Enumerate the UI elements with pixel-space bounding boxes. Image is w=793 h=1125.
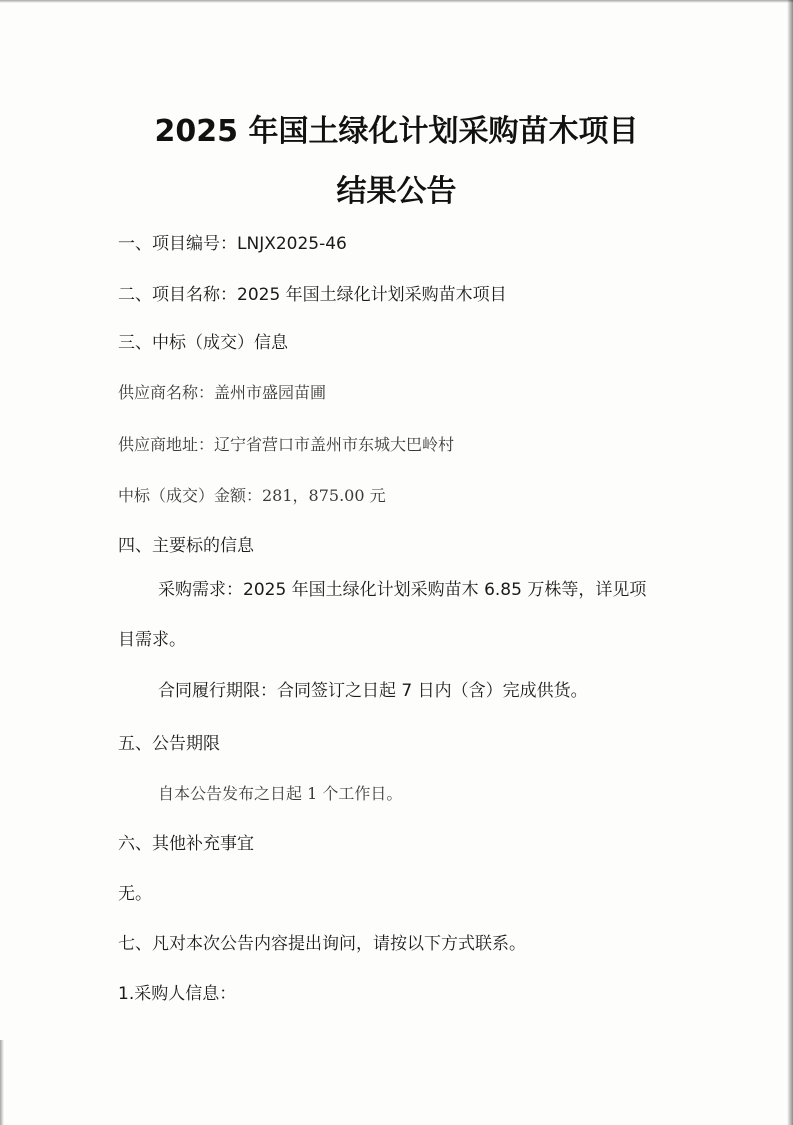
- section-contact: 七、凡对本次公告内容提出询问，请按以下方式联系。: [118, 934, 526, 954]
- contract-period: 合同履行期限：合同签订之日起 7 日内（含）完成供货。: [158, 681, 588, 701]
- section-award-info: 三、中标（成交）信息: [118, 333, 288, 353]
- procurement-demand-line2: 目需求。: [118, 630, 186, 650]
- section-main-subject: 四、主要标的信息: [118, 536, 254, 556]
- document-title-line2: 结果公告: [336, 174, 457, 209]
- other-matters-text: 无。: [118, 884, 152, 904]
- supplier-name: 供应商名称：盖州市盛园苗圃: [118, 383, 327, 402]
- notice-period-text: 自本公告发布之日起 1 个工作日。: [158, 784, 403, 803]
- section-project-name: 二、项目名称：2025 年国土绿化计划采购苗木项目: [118, 285, 507, 305]
- scan-edge-left: [0, 1040, 4, 1125]
- document-title-line1: 2025 年国土绿化计划采购苗木项目: [154, 114, 639, 149]
- section-other-matters: 六、其他补充事宜: [118, 834, 254, 854]
- purchaser-info-heading: 1.采购人信息：: [118, 984, 237, 1004]
- supplier-address: 供应商地址：辽宁省营口市盖州市东城大巴岭村: [118, 435, 455, 454]
- section-notice-period: 五、公告期限: [118, 734, 220, 754]
- section-project-number: 一、项目编号：LNJX2025-46: [118, 234, 347, 254]
- award-amount: 中标（成交）金额：281，875.00 元: [118, 486, 386, 505]
- procurement-demand-line1: 采购需求：2025 年国土绿化计划采购苗木 6.85 万株等，详见项: [158, 580, 647, 600]
- scan-edge-top: [0, 0, 793, 3]
